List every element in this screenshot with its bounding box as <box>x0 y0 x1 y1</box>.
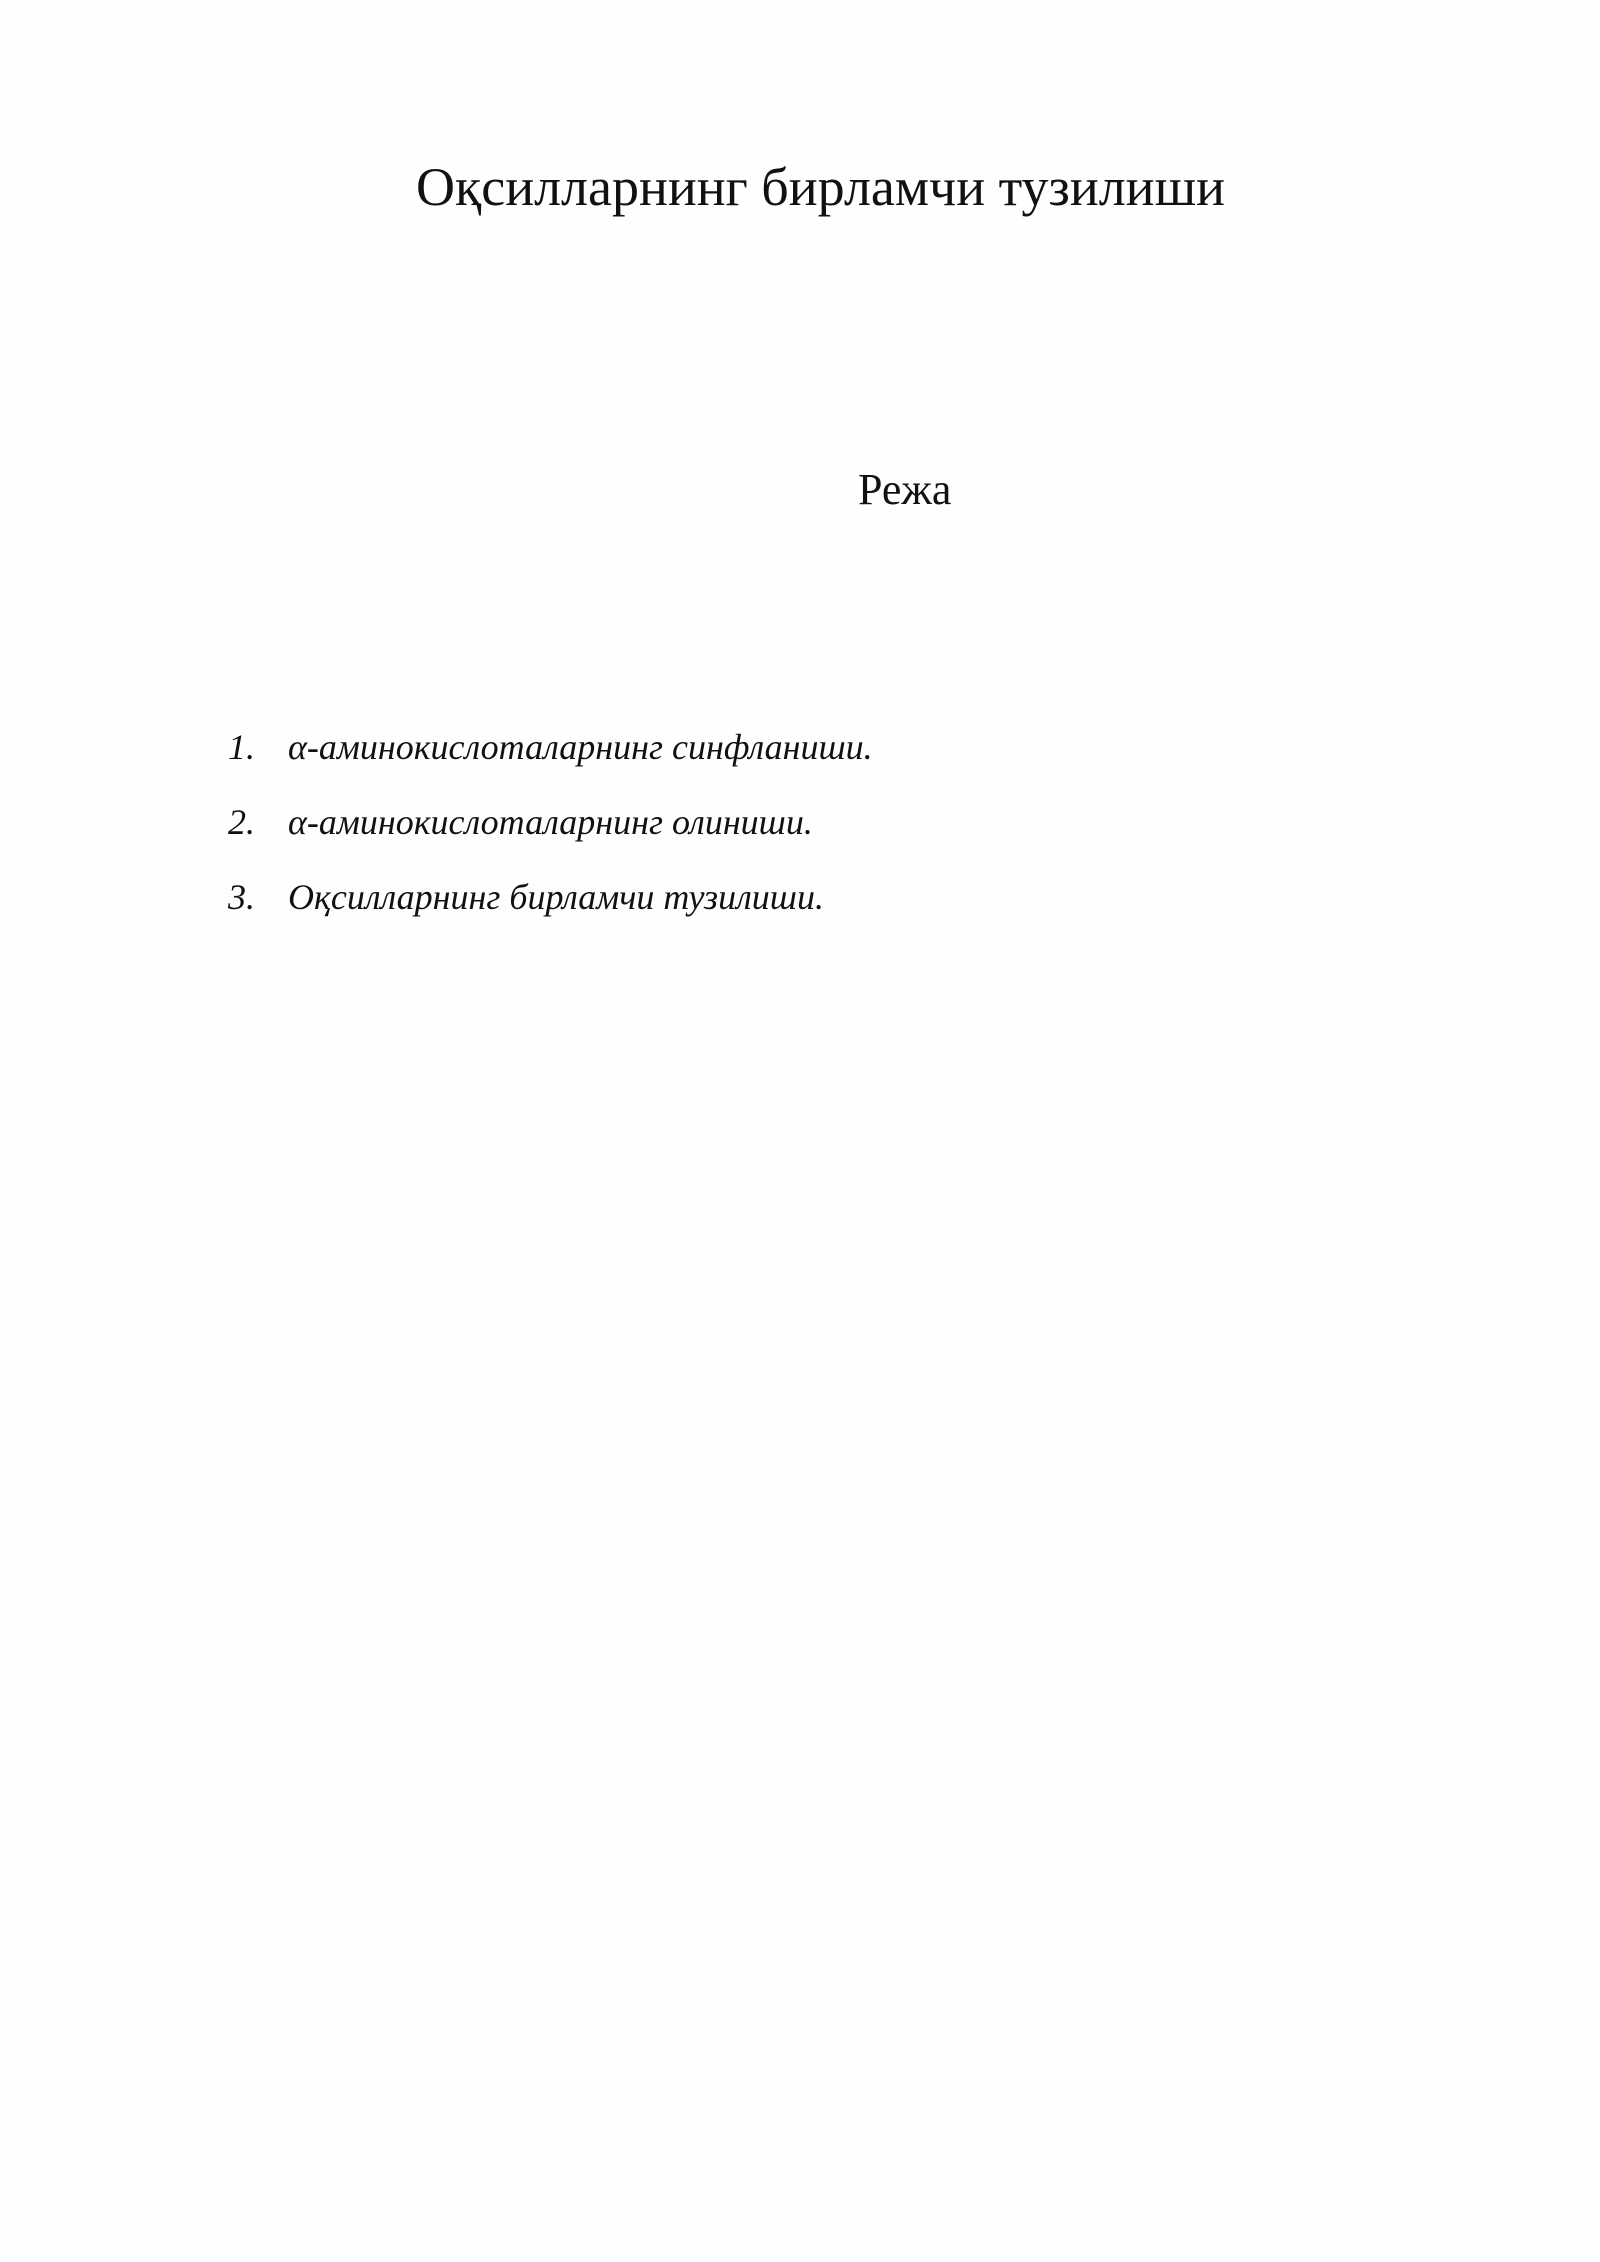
plan-heading: Режа <box>858 465 952 514</box>
list-item-text: α-аминокислоталарнинг олиниши. <box>288 802 813 842</box>
list-item-number: 1. <box>228 727 255 767</box>
list-item <box>228 797 873 872</box>
list-item-text: Оқсилларнинг бирламчи тузилиши. <box>288 877 824 917</box>
list-item-text: α-аминокислоталарнинг синфланиши. <box>288 727 873 767</box>
list-item-number: 3. <box>228 877 255 917</box>
list-item <box>228 722 873 797</box>
list-item <box>228 872 873 947</box>
document-title: Оқсилларнинг бирламчи тузилиши <box>416 157 1226 217</box>
list-item-number: 2. <box>228 802 255 842</box>
plan-list <box>228 722 873 947</box>
